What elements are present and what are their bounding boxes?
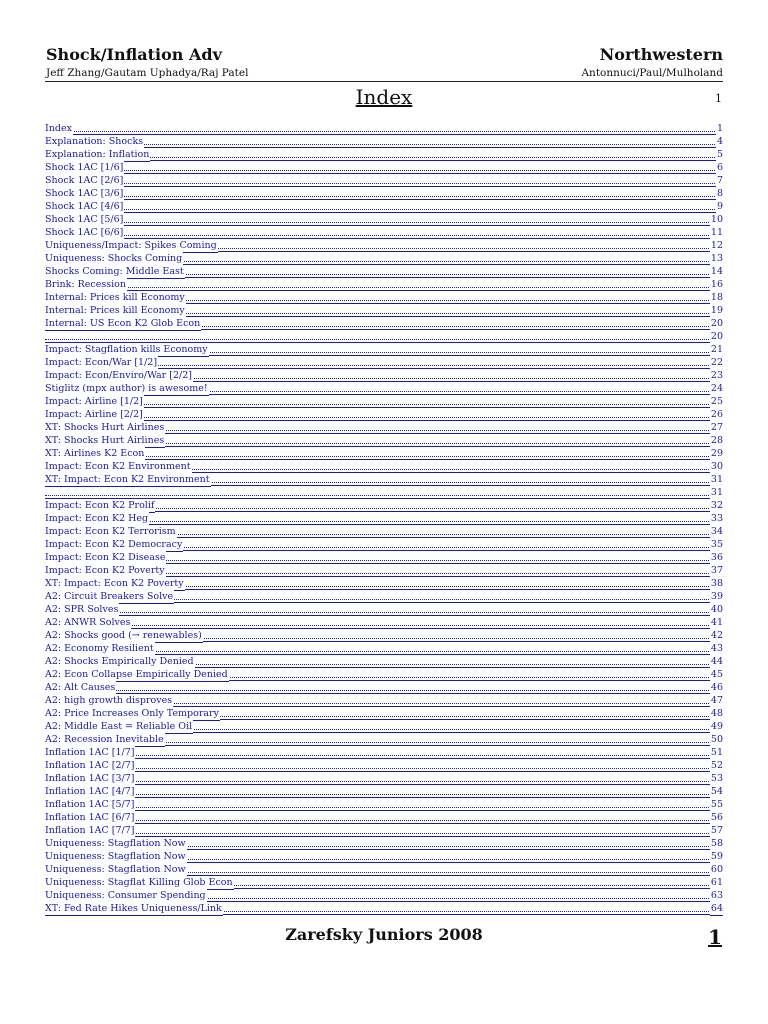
toc-label: A2: Alt Causes — [45, 682, 116, 693]
toc-page-number: 20 — [710, 318, 723, 329]
toc-page-number: 31 — [710, 474, 723, 485]
toc-page-number: 29 — [710, 448, 723, 459]
toc-page-number: 55 — [710, 799, 723, 810]
toc-page-number: 22 — [710, 357, 723, 368]
toc-entry[interactable] — [45, 174, 723, 187]
toc-entry[interactable] — [45, 252, 723, 265]
toc-link[interactable] — [45, 122, 723, 135]
toc-leader-dots — [45, 183, 723, 184]
toc-entry[interactable] — [45, 395, 723, 408]
toc-page-number: 35 — [710, 539, 723, 550]
toc-link[interactable] — [45, 889, 723, 902]
toc-page-number: 49 — [710, 721, 723, 732]
toc-link[interactable] — [45, 837, 723, 850]
toc-leader-dots — [45, 144, 723, 145]
toc-label: Inflation 1AC [4/7] — [45, 786, 135, 797]
toc-page-number: 50 — [710, 734, 723, 745]
toc-link[interactable] — [45, 499, 723, 512]
toc-entry[interactable] — [45, 577, 723, 590]
toc-label: Impact: Stagflation kills Economy — [45, 344, 208, 355]
toc-page-number: 28 — [710, 435, 723, 446]
toc-label: Internal: US Econ K2 Glob Econ — [45, 318, 201, 329]
toc-link[interactable] — [45, 525, 723, 538]
toc-link[interactable] — [45, 616, 723, 629]
toc-label: Inflation 1AC [1/7] — [45, 747, 135, 758]
toc-link[interactable] — [45, 668, 723, 681]
toc-link[interactable] — [45, 707, 723, 720]
toc-entry[interactable] — [45, 668, 723, 681]
toc-link[interactable] — [45, 876, 723, 889]
toc-leader-dots — [45, 404, 723, 405]
toc-entry[interactable] — [45, 551, 723, 564]
toc-label: Shock 1AC [3/6] — [45, 188, 124, 199]
toc-entry[interactable] — [45, 486, 723, 499]
toc-label: Uniqueness: Consumer Spending — [45, 890, 206, 901]
toc-entry[interactable] — [45, 239, 723, 252]
toc-entry[interactable] — [45, 265, 723, 278]
toc-leader-dots — [45, 170, 723, 171]
authors: Jeff Zhang/Gautam Uphadya/Raj Patel — [46, 67, 249, 79]
school-name: Northwestern — [599, 45, 723, 64]
toc-link[interactable] — [45, 733, 723, 746]
toc-entry[interactable] — [45, 317, 723, 330]
toc-link[interactable] — [45, 850, 723, 863]
toc-label: A2: high growth disproves — [45, 695, 173, 706]
toc-entry[interactable] — [45, 291, 723, 304]
toc-entry[interactable] — [45, 564, 723, 577]
toc-link[interactable] — [45, 746, 723, 759]
toc-page-number: 63 — [710, 890, 723, 901]
toc-link[interactable] — [45, 447, 723, 460]
toc-entry[interactable] — [45, 590, 723, 603]
toc-label: Internal: Prices kill Economy — [45, 305, 185, 316]
toc-entry[interactable] — [45, 863, 723, 876]
toc-entry[interactable] — [45, 200, 723, 213]
toc-entry[interactable] — [45, 707, 723, 720]
toc-entry[interactable] — [45, 447, 723, 460]
toc-page-number: 25 — [710, 396, 723, 407]
toc-page-number: 8 — [716, 188, 723, 199]
toc-entry[interactable] — [45, 616, 723, 629]
toc-entry[interactable] — [45, 135, 723, 148]
toc-entry[interactable] — [45, 642, 723, 655]
toc-page-number: 48 — [710, 708, 723, 719]
toc-label: Impact: Airline [2/2] — [45, 409, 143, 420]
toc-entry[interactable] — [45, 213, 723, 226]
toc-link[interactable] — [45, 811, 723, 824]
toc-label: Shock 1AC [1/6] — [45, 162, 124, 173]
toc-page-number: 30 — [710, 461, 723, 472]
toc-entry[interactable] — [45, 512, 723, 525]
toc-entry[interactable] — [45, 902, 723, 915]
toc-label: Inflation 1AC [3/7] — [45, 773, 135, 784]
toc-link[interactable] — [45, 213, 723, 226]
toc-page-number: 56 — [710, 812, 723, 823]
toc-page-number: 34 — [710, 526, 723, 537]
toc-label: Uniqueness: Stagflation Now — [45, 864, 186, 875]
toc-link[interactable] — [45, 863, 723, 876]
toc-label: XT: Shocks Hurt Airlines — [45, 422, 165, 433]
toc-entry[interactable] — [45, 473, 723, 486]
toc-leader-dots — [45, 287, 723, 288]
toc-entry[interactable] — [45, 798, 723, 811]
toc-link[interactable] — [45, 330, 723, 343]
toc-label: A2: Middle East = Reliable Oil — [45, 721, 193, 732]
toc-link[interactable] — [45, 239, 723, 252]
toc-label: Internal: Prices kill Economy — [45, 292, 185, 303]
toc-page-number: 36 — [710, 552, 723, 563]
toc-label: Impact: Econ/Enviro/War [2/2] — [45, 370, 192, 381]
toc-link[interactable] — [45, 551, 723, 564]
toc-leader-dots — [45, 456, 723, 457]
toc-entry[interactable] — [45, 694, 723, 707]
toc-link[interactable] — [45, 577, 723, 590]
toc-page-number: 31 — [710, 487, 723, 498]
toc-page-number: 33 — [710, 513, 723, 524]
toc-label: Inflation 1AC [5/7] — [45, 799, 135, 810]
toc-link[interactable] — [45, 824, 723, 837]
toc-page-number: 32 — [710, 500, 723, 511]
toc-link[interactable] — [45, 200, 723, 213]
toc-label: Uniqueness: Stagflat Killing Glob Econ — [45, 877, 233, 888]
toc-page-number: 7 — [716, 175, 723, 186]
toc-entry[interactable] — [45, 811, 723, 824]
toc-entry[interactable] — [45, 356, 723, 369]
toc-page-number: 47 — [710, 695, 723, 706]
toc-leader-dots — [45, 209, 723, 210]
toc-link[interactable] — [45, 538, 723, 551]
toc-page-number: 9 — [716, 201, 723, 212]
toc-label: Explanation: Shocks — [45, 136, 144, 147]
toc-leader-dots — [45, 131, 723, 132]
toc-link[interactable] — [45, 304, 723, 317]
toc-label: A2: Shocks Empirically Denied — [45, 656, 194, 667]
toc-entry[interactable] — [45, 850, 723, 863]
toc-entry[interactable] — [45, 330, 723, 343]
toc-leader-dots — [45, 768, 723, 769]
toc-label: Impact: Econ/War [1/2] — [45, 357, 158, 368]
toc-page-number: 44 — [710, 656, 723, 667]
toc-leader-dots — [45, 196, 723, 197]
toc-entry[interactable] — [45, 434, 723, 447]
toc-entry[interactable] — [45, 759, 723, 772]
toc-page-number: 38 — [710, 578, 723, 589]
toc-label: Inflation 1AC [2/7] — [45, 760, 135, 771]
toc-link[interactable] — [45, 317, 723, 330]
toc-label: A2: Econ Collapse Empirically Denied — [45, 669, 228, 680]
toc-link[interactable] — [45, 434, 723, 447]
index-heading: Index — [355, 85, 413, 109]
toc-link[interactable] — [45, 226, 723, 239]
toc-page-number: 60 — [710, 864, 723, 875]
toc-page-number: 12 — [710, 240, 723, 251]
toc-label: A2: Economy Resilient — [45, 643, 154, 654]
toc-link[interactable] — [45, 590, 723, 603]
toc-leader-dots — [45, 495, 723, 496]
toc-page-number: 13 — [710, 253, 723, 264]
toc-page-number: 4 — [716, 136, 723, 147]
toc-link[interactable] — [45, 603, 723, 616]
toc-link[interactable] — [45, 408, 723, 421]
footer-page-number: 1 — [708, 925, 722, 949]
toc-entry[interactable] — [45, 525, 723, 538]
toc-label: Stiglitz (mpx author) is awesome! — [45, 383, 208, 394]
page-number-top: 1 — [715, 92, 722, 105]
coaches: Antonnuci/Paul/Mulholand — [581, 67, 723, 79]
toc-link[interactable] — [45, 343, 723, 356]
toc-label: Shock 1AC [5/6] — [45, 214, 124, 225]
toc-entry[interactable] — [45, 382, 723, 395]
toc-page-number: 16 — [710, 279, 723, 290]
toc-link[interactable] — [45, 395, 723, 408]
toc-page-number: 53 — [710, 773, 723, 784]
toc-label: Impact: Econ K2 Environment — [45, 461, 191, 472]
toc-page-number: 40 — [710, 604, 723, 615]
toc-label — [45, 486, 46, 487]
toc-page-number: 54 — [710, 786, 723, 797]
toc-entry[interactable] — [45, 187, 723, 200]
toc-entry[interactable] — [45, 746, 723, 759]
toc-entry[interactable] — [45, 733, 723, 746]
toc-entry[interactable] — [45, 629, 723, 642]
toc-entry[interactable] — [45, 603, 723, 616]
toc-page-number: 26 — [710, 409, 723, 420]
toc-label: Impact: Econ K2 Poverty — [45, 565, 165, 576]
toc-label: Index — [45, 123, 72, 134]
toc-entry[interactable] — [45, 304, 723, 317]
toc-page-number: 52 — [710, 760, 723, 771]
toc-link[interactable] — [45, 369, 723, 382]
toc-link[interactable] — [45, 174, 723, 187]
toc-entry[interactable] — [45, 824, 723, 837]
toc-page-number: 14 — [710, 266, 723, 277]
toc-entry[interactable] — [45, 655, 723, 668]
toc-link[interactable] — [45, 772, 723, 785]
toc-leader-dots — [45, 833, 723, 834]
toc-page-number: 23 — [710, 370, 723, 381]
toc-page-number: 20 — [710, 331, 723, 342]
toc-link[interactable] — [45, 382, 723, 395]
toc-label: A2: Recession Inevitable — [45, 734, 164, 745]
toc-link[interactable] — [45, 720, 723, 733]
toc-page-number: 61 — [710, 877, 723, 888]
toc-label: A2: Price Increases Only Temporary — [45, 708, 219, 719]
toc-link[interactable] — [45, 564, 723, 577]
toc-label: Impact: Econ K2 Disease — [45, 552, 166, 563]
toc-leader-dots — [45, 794, 723, 795]
toc-link[interactable] — [45, 785, 723, 798]
toc-page-number: 21 — [710, 344, 723, 355]
header-divider — [45, 81, 723, 82]
toc-label: Brink: Recession — [45, 279, 127, 290]
toc-entry[interactable] — [45, 889, 723, 902]
toc-link[interactable] — [45, 356, 723, 369]
toc-link[interactable] — [45, 473, 723, 486]
toc-label: A2: Circuit Breakers Solve — [45, 591, 174, 602]
toc-link[interactable] — [45, 460, 723, 473]
table-of-contents — [45, 122, 723, 915]
toc-link[interactable] — [45, 187, 723, 200]
toc-leader-dots — [45, 222, 723, 223]
toc-link[interactable] — [45, 161, 723, 174]
toc-link[interactable] — [45, 135, 723, 148]
toc-link[interactable] — [45, 902, 723, 915]
toc-leader-dots — [45, 807, 723, 808]
toc-link[interactable] — [45, 759, 723, 772]
toc-leader-dots — [45, 820, 723, 821]
toc-label: Uniqueness: Shocks Coming — [45, 253, 183, 264]
toc-link[interactable] — [45, 291, 723, 304]
toc-entry[interactable] — [45, 278, 723, 291]
toc-entry[interactable] — [45, 538, 723, 551]
toc-entry[interactable] — [45, 785, 723, 798]
toc-leader-dots — [45, 612, 723, 613]
toc-page-number: 45 — [710, 669, 723, 680]
toc-link[interactable] — [45, 642, 723, 655]
toc-link[interactable] — [45, 265, 723, 278]
toc-link[interactable] — [45, 629, 723, 642]
toc-link[interactable] — [45, 421, 723, 434]
toc-page-number: 43 — [710, 643, 723, 654]
toc-page-number: 18 — [710, 292, 723, 303]
toc-entry[interactable] — [45, 421, 723, 434]
toc-label: XT: Impact: Econ K2 Poverty — [45, 578, 184, 589]
toc-entry[interactable] — [45, 460, 723, 473]
toc-page-number: 64 — [710, 903, 723, 914]
toc-entry[interactable] — [45, 122, 723, 135]
toc-link[interactable] — [45, 694, 723, 707]
toc-label: A2: ANWR Solves — [45, 617, 131, 628]
toc-page-number: 46 — [710, 682, 723, 693]
footer-tournament: Zarefsky Juniors 2008 — [285, 925, 483, 944]
toc-leader-dots — [45, 755, 723, 756]
toc-link[interactable] — [45, 798, 723, 811]
toc-label: Inflation 1AC [6/7] — [45, 812, 135, 823]
toc-page-number: 51 — [710, 747, 723, 758]
toc-page-number: 37 — [710, 565, 723, 576]
toc-leader-dots — [45, 339, 723, 340]
toc-label: XT: Airlines K2 Econ — [45, 448, 145, 459]
toc-leader-dots — [45, 417, 723, 418]
toc-label: Explanation: Inflation — [45, 149, 150, 160]
toc-link[interactable] — [45, 252, 723, 265]
toc-label: Uniqueness: Stagflation Now — [45, 851, 186, 862]
toc-leader-dots — [45, 235, 723, 236]
toc-label: A2: Shocks good (→ renewables) — [45, 630, 202, 641]
toc-entry[interactable] — [45, 408, 723, 421]
toc-entry[interactable] — [45, 720, 723, 733]
toc-page-number: 57 — [710, 825, 723, 836]
toc-label: Inflation 1AC [7/7] — [45, 825, 135, 836]
toc-entry[interactable] — [45, 148, 723, 161]
toc-page-number: 59 — [710, 851, 723, 862]
toc-entry[interactable] — [45, 681, 723, 694]
toc-link[interactable] — [45, 512, 723, 525]
toc-leader-dots — [45, 625, 723, 626]
toc-page-number: 41 — [710, 617, 723, 628]
toc-page-number: 42 — [710, 630, 723, 641]
toc-leader-dots — [45, 690, 723, 691]
toc-label — [45, 330, 46, 331]
toc-entry[interactable] — [45, 499, 723, 512]
toc-page-number: 5 — [716, 149, 723, 160]
document-title: Shock/Inflation Adv — [46, 45, 222, 64]
toc-link[interactable] — [45, 486, 723, 499]
toc-link[interactable] — [45, 655, 723, 668]
toc-link[interactable] — [45, 681, 723, 694]
toc-entry[interactable] — [45, 161, 723, 174]
toc-label: Impact: Airline [1/2] — [45, 396, 143, 407]
toc-page-number: 1 — [716, 123, 723, 134]
toc-label: Shock 1AC [2/6] — [45, 175, 124, 186]
toc-link[interactable] — [45, 278, 723, 291]
toc-label: XT: Fed Rate Hikes Uniqueness/Link — [45, 903, 222, 914]
toc-page-number: 58 — [710, 838, 723, 849]
toc-label: Impact: Econ K2 Prolif — [45, 500, 155, 511]
toc-label: Uniqueness: Stagflation Now — [45, 838, 186, 849]
toc-entry[interactable] — [45, 837, 723, 850]
toc-page-number: 24 — [710, 383, 723, 394]
toc-entry[interactable] — [45, 343, 723, 356]
toc-label: XT: Impact: Econ K2 Environment — [45, 474, 210, 485]
toc-page-number: 11 — [710, 227, 723, 238]
toc-label: A2: SPR Solves — [45, 604, 119, 615]
toc-label: Shocks Coming: Middle East — [45, 266, 184, 277]
toc-page-number: 39 — [710, 591, 723, 602]
toc-label: XT: Shocks Hurt Airlines — [45, 435, 165, 446]
toc-entry[interactable] — [45, 772, 723, 785]
toc-page-number: 19 — [710, 305, 723, 316]
toc-label: Impact: Econ K2 Democracy — [45, 539, 183, 550]
toc-page-number: 10 — [710, 214, 723, 225]
toc-page-number: 27 — [710, 422, 723, 433]
toc-link[interactable] — [45, 148, 723, 161]
toc-label: Shock 1AC [6/6] — [45, 227, 124, 238]
toc-page-number: 6 — [716, 162, 723, 173]
toc-entry[interactable] — [45, 369, 723, 382]
toc-label: Uniqueness/Impact: Spikes Coming — [45, 240, 217, 251]
toc-leader-dots — [45, 781, 723, 782]
toc-label: Impact: Econ K2 Heg — [45, 513, 149, 524]
toc-entry[interactable] — [45, 226, 723, 239]
toc-label: Shock 1AC [4/6] — [45, 201, 124, 212]
toc-label: Impact: Econ K2 Terrorism — [45, 526, 176, 537]
toc-entry[interactable] — [45, 876, 723, 889]
